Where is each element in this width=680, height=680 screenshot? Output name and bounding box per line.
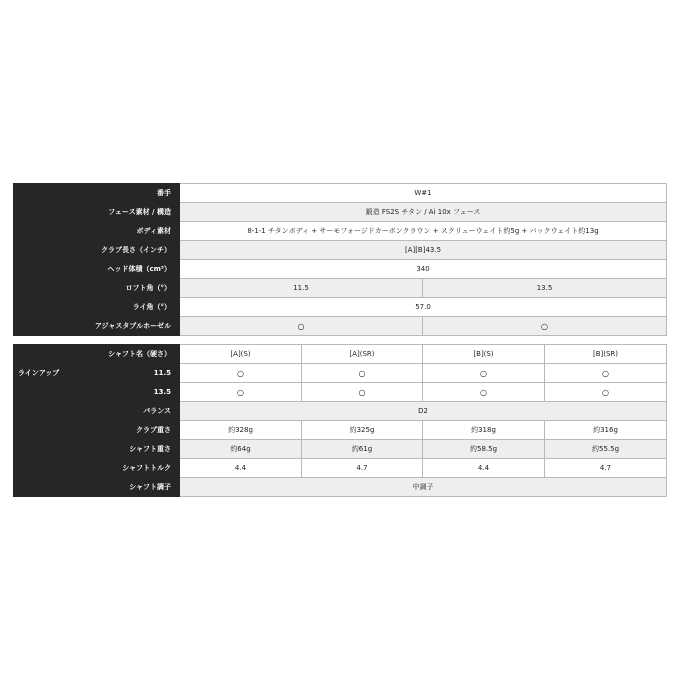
spec-label-number: 番手 [14, 184, 180, 203]
spec-value-length: [A][B]43.5 [180, 241, 667, 260]
balance-value: D2 [180, 402, 667, 421]
club-weight-cell: 約316g [545, 421, 667, 440]
lineup-row-shaft-torque [14, 459, 667, 478]
lineup-group-label: ラインアップ [14, 345, 64, 402]
lineup-row-balance [14, 402, 667, 421]
spec-value-lie: 57.0 [180, 298, 667, 317]
shaft-torque-label: シャフトトルク [14, 459, 180, 478]
lineup-row-loft-11-5 [14, 364, 667, 383]
spec-value-loft-a: 11.5 [180, 279, 423, 298]
club-weight-cell: 約328g [180, 421, 302, 440]
shaft-weight-cell: 約55.5g [545, 440, 667, 459]
shaft-weight-cell: 約58.5g [423, 440, 545, 459]
spec-label-face: フェース素材 / 構造 [14, 203, 180, 222]
spec-value-volume: 340 [180, 260, 667, 279]
shaft-torque-cell: 4.7 [545, 459, 667, 478]
lineup-row-flex-point [14, 478, 667, 497]
spec-label-length: クラブ長さ（インチ） [14, 241, 180, 260]
spec-value-hosel-b: ○ [423, 317, 667, 336]
spec-value-hosel-a: ○ [180, 317, 423, 336]
lineup-row-loft-13-5 [14, 383, 667, 402]
lineup-loft-label: 13.5 [64, 383, 180, 402]
club-weight-cell: 約325g [302, 421, 423, 440]
spec-row-hosel [14, 317, 667, 336]
spec-label-loft: ロフト角（°） [14, 279, 180, 298]
availability-mark: ○ [180, 383, 302, 402]
spec-row-number [14, 184, 667, 203]
availability-mark: ○ [302, 364, 423, 383]
club-spec-table [13, 183, 667, 336]
flex-point-label: シャフト調子 [14, 478, 180, 497]
lineup-row-club-weight [14, 421, 667, 440]
spec-value-loft-b: 13.5 [423, 279, 667, 298]
spec-label-hosel: アジャスタブルホーゼル [14, 317, 180, 336]
availability-mark: ○ [180, 364, 302, 383]
spec-row-loft [14, 279, 667, 298]
shaft-name-cell: [A](S) [180, 345, 302, 364]
shaft-torque-cell: 4.4 [423, 459, 545, 478]
availability-mark: ○ [545, 364, 667, 383]
spec-value-body: 8-1-1 チタンボディ + サーモフォージドカーボンクラウン + スクリューウェイト約5g + バックウェイト約13g [180, 222, 667, 241]
spec-value-face: 鍛造 FS2S チタン / Ai 10x フェース [180, 203, 667, 222]
spec-row-volume [14, 260, 667, 279]
availability-mark: ○ [423, 364, 545, 383]
shaft-name-cell: [B](S) [423, 345, 545, 364]
club-weight-cell: 約318g [423, 421, 545, 440]
lineup-loft-label: 11.5 [64, 364, 180, 383]
shaft-name-cell: [B](SR) [545, 345, 667, 364]
lineup-row-shaft-names [14, 345, 667, 364]
shaft-name-label: シャフト名（硬さ） [64, 345, 180, 364]
shaft-weight-cell: 約61g [302, 440, 423, 459]
spec-row-face [14, 203, 667, 222]
shaft-torque-cell: 4.7 [302, 459, 423, 478]
spec-label-lie: ライ角（°） [14, 298, 180, 317]
lineup-row-shaft-weight [14, 440, 667, 459]
spec-label-body: ボディ素材 [14, 222, 180, 241]
shaft-name-cell: [A](SR) [302, 345, 423, 364]
shaft-torque-cell: 4.4 [180, 459, 302, 478]
shaft-weight-cell: 約64g [180, 440, 302, 459]
spec-value-number: W#1 [180, 184, 667, 203]
spec-row-body [14, 222, 667, 241]
availability-mark: ○ [302, 383, 423, 402]
spec-row-lie [14, 298, 667, 317]
club-weight-label: クラブ重さ [14, 421, 180, 440]
spec-row-length [14, 241, 667, 260]
balance-label: バランス [14, 402, 180, 421]
availability-mark: ○ [545, 383, 667, 402]
spec-label-volume: ヘッド体積（cm³） [14, 260, 180, 279]
lineup-spec-table [13, 344, 667, 497]
shaft-weight-label: シャフト重さ [14, 440, 180, 459]
flex-point-value: 中調子 [180, 478, 667, 497]
availability-mark: ○ [423, 383, 545, 402]
